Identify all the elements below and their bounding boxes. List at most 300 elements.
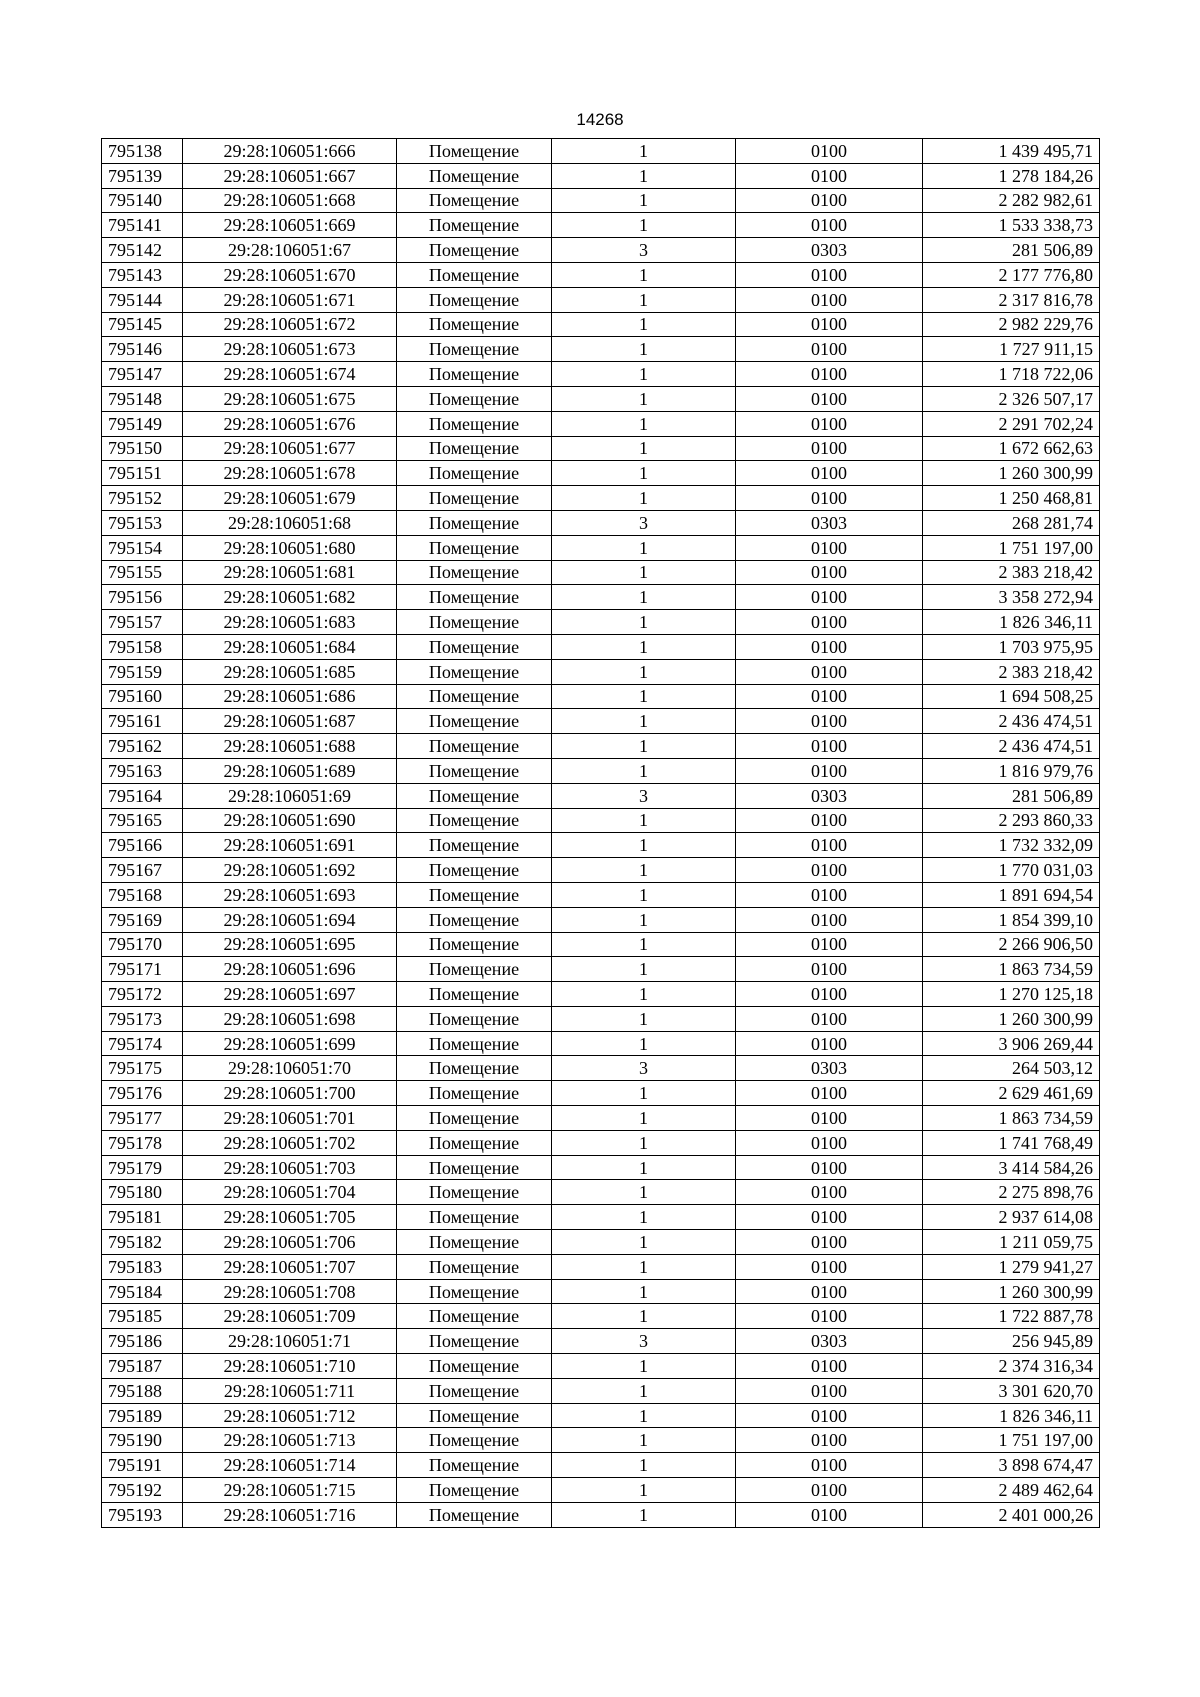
group-number-cell: 1: [552, 634, 736, 659]
purpose-code-cell: 0100: [736, 734, 923, 759]
cadastral-value-cell: 2 401 000,26: [923, 1502, 1100, 1527]
cadastral-number-cell: 29:28:106051:69: [183, 783, 397, 808]
purpose-code-cell: 0100: [736, 337, 923, 362]
purpose-code-cell: 0100: [736, 932, 923, 957]
group-number-cell: 1: [552, 734, 736, 759]
table-row: [102, 808, 1100, 833]
cadastral-value-cell: 2 317 816,78: [923, 287, 1100, 312]
object-type-cell: Помещение: [397, 139, 552, 164]
object-type-cell: Помещение: [397, 783, 552, 808]
group-number-cell: 1: [552, 1130, 736, 1155]
cadastral-value-cell: 2 275 898,76: [923, 1180, 1100, 1205]
object-type-cell: Помещение: [397, 1428, 552, 1453]
purpose-code-cell: 0100: [736, 1478, 923, 1503]
record-number-cell: 795174: [102, 1031, 183, 1056]
cadastral-number-cell: 29:28:106051:675: [183, 386, 397, 411]
purpose-code-cell: 0100: [736, 486, 923, 511]
group-number-cell: 1: [552, 1006, 736, 1031]
record-number-cell: 795178: [102, 1130, 183, 1155]
table-row: [102, 139, 1100, 164]
cadastral-number-cell: 29:28:106051:702: [183, 1130, 397, 1155]
object-type-cell: Помещение: [397, 932, 552, 957]
cadastral-number-cell: 29:28:106051:669: [183, 213, 397, 238]
purpose-code-cell: 0100: [736, 858, 923, 883]
record-number-cell: 795184: [102, 1279, 183, 1304]
record-number-cell: 795172: [102, 982, 183, 1007]
record-number-cell: 795166: [102, 833, 183, 858]
registry-table-body: [102, 139, 1100, 1528]
cadastral-value-cell: 1 751 197,00: [923, 535, 1100, 560]
cadastral-value-cell: 1 260 300,99: [923, 461, 1100, 486]
purpose-code-cell: 0100: [736, 684, 923, 709]
cadastral-value-cell: 1 270 125,18: [923, 982, 1100, 1007]
object-type-cell: Помещение: [397, 1205, 552, 1230]
object-type-cell: Помещение: [397, 461, 552, 486]
cadastral-number-cell: 29:28:106051:708: [183, 1279, 397, 1304]
group-number-cell: 1: [552, 1304, 736, 1329]
cadastral-value-cell: 2 982 229,76: [923, 312, 1100, 337]
cadastral-value-cell: 1 891 694,54: [923, 882, 1100, 907]
cadastral-value-cell: 268 281,74: [923, 510, 1100, 535]
cadastral-value-cell: 1 694 508,25: [923, 684, 1100, 709]
group-number-cell: 1: [552, 411, 736, 436]
record-number-cell: 795173: [102, 1006, 183, 1031]
table-row: [102, 1354, 1100, 1379]
table-row: [102, 213, 1100, 238]
cadastral-number-cell: 29:28:106051:716: [183, 1502, 397, 1527]
purpose-code-cell: 0100: [736, 535, 923, 560]
group-number-cell: 1: [552, 337, 736, 362]
table-row: [102, 982, 1100, 1007]
cadastral-number-cell: 29:28:106051:709: [183, 1304, 397, 1329]
cadastral-value-cell: 1 533 338,73: [923, 213, 1100, 238]
cadastral-number-cell: 29:28:106051:666: [183, 139, 397, 164]
table-row: [102, 1056, 1100, 1081]
object-type-cell: Помещение: [397, 1031, 552, 1056]
group-number-cell: 1: [552, 188, 736, 213]
record-number-cell: 795186: [102, 1329, 183, 1354]
record-number-cell: 795179: [102, 1155, 183, 1180]
purpose-code-cell: 0100: [736, 1279, 923, 1304]
object-type-cell: Помещение: [397, 510, 552, 535]
table-row: [102, 1230, 1100, 1255]
table-row: [102, 486, 1100, 511]
record-number-cell: 795146: [102, 337, 183, 362]
cadastral-number-cell: 29:28:106051:690: [183, 808, 397, 833]
table-row: [102, 411, 1100, 436]
object-type-cell: Помещение: [397, 312, 552, 337]
group-number-cell: 1: [552, 436, 736, 461]
cadastral-value-cell: 2 629 461,69: [923, 1081, 1100, 1106]
record-number-cell: 795163: [102, 758, 183, 783]
cadastral-value-cell: 2 489 462,64: [923, 1478, 1100, 1503]
cadastral-value-cell: 1 672 662,63: [923, 436, 1100, 461]
cadastral-number-cell: 29:28:106051:689: [183, 758, 397, 783]
group-number-cell: 3: [552, 238, 736, 263]
cadastral-value-cell: 1 863 734,59: [923, 957, 1100, 982]
table-row: [102, 783, 1100, 808]
purpose-code-cell: 0100: [736, 1354, 923, 1379]
cadastral-number-cell: 29:28:106051:682: [183, 585, 397, 610]
group-number-cell: 1: [552, 1428, 736, 1453]
object-type-cell: Помещение: [397, 163, 552, 188]
group-number-cell: 1: [552, 1403, 736, 1428]
cadastral-number-cell: 29:28:106051:667: [183, 163, 397, 188]
record-number-cell: 795155: [102, 560, 183, 585]
cadastral-value-cell: 1 863 734,59: [923, 1106, 1100, 1131]
purpose-code-cell: 0100: [736, 560, 923, 585]
object-type-cell: Помещение: [397, 1403, 552, 1428]
purpose-code-cell: 0100: [736, 163, 923, 188]
purpose-code-cell: 0100: [736, 362, 923, 387]
cadastral-value-cell: 3 414 584,26: [923, 1155, 1100, 1180]
table-row: [102, 510, 1100, 535]
object-type-cell: Помещение: [397, 982, 552, 1007]
table-row: [102, 1155, 1100, 1180]
purpose-code-cell: 0100: [736, 436, 923, 461]
cadastral-number-cell: 29:28:106051:672: [183, 312, 397, 337]
record-number-cell: 795187: [102, 1354, 183, 1379]
purpose-code-cell: 0100: [736, 461, 923, 486]
cadastral-number-cell: 29:28:106051:683: [183, 610, 397, 635]
purpose-code-cell: 0100: [736, 907, 923, 932]
object-type-cell: Помещение: [397, 858, 552, 883]
table-row: [102, 1006, 1100, 1031]
group-number-cell: 1: [552, 386, 736, 411]
table-row: [102, 1279, 1100, 1304]
record-number-cell: 795188: [102, 1378, 183, 1403]
object-type-cell: Помещение: [397, 684, 552, 709]
group-number-cell: 1: [552, 287, 736, 312]
record-number-cell: 795138: [102, 139, 183, 164]
group-number-cell: 1: [552, 684, 736, 709]
purpose-code-cell: 0100: [736, 1230, 923, 1255]
purpose-code-cell: 0303: [736, 510, 923, 535]
object-type-cell: Помещение: [397, 386, 552, 411]
record-number-cell: 795149: [102, 411, 183, 436]
object-type-cell: Помещение: [397, 1106, 552, 1131]
purpose-code-cell: 0100: [736, 982, 923, 1007]
table-row: [102, 337, 1100, 362]
record-number-cell: 795182: [102, 1230, 183, 1255]
cadastral-number-cell: 29:28:106051:674: [183, 362, 397, 387]
object-type-cell: Помещение: [397, 1354, 552, 1379]
cadastral-number-cell: 29:28:106051:679: [183, 486, 397, 511]
cadastral-value-cell: 1 854 399,10: [923, 907, 1100, 932]
cadastral-value-cell: 2 383 218,42: [923, 560, 1100, 585]
object-type-cell: Помещение: [397, 188, 552, 213]
object-type-cell: Помещение: [397, 411, 552, 436]
cadastral-number-cell: 29:28:106051:696: [183, 957, 397, 982]
cadastral-number-cell: 29:28:106051:67: [183, 238, 397, 263]
group-number-cell: 1: [552, 486, 736, 511]
purpose-code-cell: 0100: [736, 1081, 923, 1106]
record-number-cell: 795159: [102, 659, 183, 684]
cadastral-number-cell: 29:28:106051:712: [183, 1403, 397, 1428]
cadastral-number-cell: 29:28:106051:715: [183, 1478, 397, 1503]
group-number-cell: 1: [552, 882, 736, 907]
object-type-cell: Помещение: [397, 1006, 552, 1031]
object-type-cell: Помещение: [397, 1378, 552, 1403]
cadastral-value-cell: 281 506,89: [923, 783, 1100, 808]
object-type-cell: Помещение: [397, 1329, 552, 1354]
cadastral-value-cell: 1 732 332,09: [923, 833, 1100, 858]
cadastral-number-cell: 29:28:106051:688: [183, 734, 397, 759]
table-row: [102, 684, 1100, 709]
cadastral-number-cell: 29:28:106051:711: [183, 1378, 397, 1403]
record-number-cell: 795148: [102, 386, 183, 411]
group-number-cell: 1: [552, 1031, 736, 1056]
record-number-cell: 795141: [102, 213, 183, 238]
cadastral-number-cell: 29:28:106051:681: [183, 560, 397, 585]
group-number-cell: 3: [552, 1056, 736, 1081]
record-number-cell: 795164: [102, 783, 183, 808]
cadastral-value-cell: 2 383 218,42: [923, 659, 1100, 684]
cadastral-number-cell: 29:28:106051:70: [183, 1056, 397, 1081]
record-number-cell: 795142: [102, 238, 183, 263]
cadastral-number-cell: 29:28:106051:676: [183, 411, 397, 436]
group-number-cell: 1: [552, 461, 736, 486]
record-number-cell: 795152: [102, 486, 183, 511]
record-number-cell: 795180: [102, 1180, 183, 1205]
object-type-cell: Помещение: [397, 1081, 552, 1106]
purpose-code-cell: 0100: [736, 386, 923, 411]
record-number-cell: 795193: [102, 1502, 183, 1527]
group-number-cell: 1: [552, 858, 736, 883]
purpose-code-cell: 0100: [736, 1205, 923, 1230]
object-type-cell: Помещение: [397, 1130, 552, 1155]
object-type-cell: Помещение: [397, 1180, 552, 1205]
table-row: [102, 1428, 1100, 1453]
record-number-cell: 795144: [102, 287, 183, 312]
table-row: [102, 610, 1100, 635]
cadastral-number-cell: 29:28:106051:685: [183, 659, 397, 684]
purpose-code-cell: 0100: [736, 1502, 923, 1527]
group-number-cell: 1: [552, 1106, 736, 1131]
record-number-cell: 795185: [102, 1304, 183, 1329]
group-number-cell: 1: [552, 312, 736, 337]
cadastral-number-cell: 29:28:106051:680: [183, 535, 397, 560]
record-number-cell: 795169: [102, 907, 183, 932]
group-number-cell: 1: [552, 1279, 736, 1304]
record-number-cell: 795171: [102, 957, 183, 982]
group-number-cell: 1: [552, 808, 736, 833]
group-number-cell: 1: [552, 1155, 736, 1180]
record-number-cell: 795151: [102, 461, 183, 486]
table-row: [102, 585, 1100, 610]
purpose-code-cell: 0100: [736, 610, 923, 635]
group-number-cell: 1: [552, 1180, 736, 1205]
group-number-cell: 1: [552, 535, 736, 560]
record-number-cell: 795140: [102, 188, 183, 213]
cadastral-number-cell: 29:28:106051:701: [183, 1106, 397, 1131]
object-type-cell: Помещение: [397, 808, 552, 833]
cadastral-value-cell: 281 506,89: [923, 238, 1100, 263]
record-number-cell: 795189: [102, 1403, 183, 1428]
object-type-cell: Помещение: [397, 1453, 552, 1478]
group-number-cell: 1: [552, 1230, 736, 1255]
cadastral-value-cell: 1 751 197,00: [923, 1428, 1100, 1453]
purpose-code-cell: 0100: [736, 1155, 923, 1180]
purpose-code-cell: 0100: [736, 585, 923, 610]
cadastral-number-cell: 29:28:106051:697: [183, 982, 397, 1007]
table-row: [102, 858, 1100, 883]
purpose-code-cell: 0100: [736, 188, 923, 213]
object-type-cell: Помещение: [397, 1304, 552, 1329]
table-row: [102, 1106, 1100, 1131]
purpose-code-cell: 0100: [736, 1106, 923, 1131]
object-type-cell: Помещение: [397, 1254, 552, 1279]
purpose-code-cell: 0100: [736, 287, 923, 312]
object-type-cell: Помещение: [397, 436, 552, 461]
cadastral-value-cell: 1 439 495,71: [923, 139, 1100, 164]
object-type-cell: Помещение: [397, 957, 552, 982]
cadastral-value-cell: 1 826 346,11: [923, 610, 1100, 635]
object-type-cell: Помещение: [397, 1502, 552, 1527]
purpose-code-cell: 0100: [736, 957, 923, 982]
object-type-cell: Помещение: [397, 262, 552, 287]
record-number-cell: 795191: [102, 1453, 183, 1478]
record-number-cell: 795167: [102, 858, 183, 883]
table-row: [102, 882, 1100, 907]
group-number-cell: 1: [552, 610, 736, 635]
object-type-cell: Помещение: [397, 213, 552, 238]
table-row: [102, 833, 1100, 858]
cadastral-number-cell: 29:28:106051:704: [183, 1180, 397, 1205]
table-row: [102, 262, 1100, 287]
table-row: [102, 238, 1100, 263]
record-number-cell: 795176: [102, 1081, 183, 1106]
record-number-cell: 795153: [102, 510, 183, 535]
record-number-cell: 795139: [102, 163, 183, 188]
purpose-code-cell: 0100: [736, 411, 923, 436]
cadastral-value-cell: 3 906 269,44: [923, 1031, 1100, 1056]
object-type-cell: Помещение: [397, 560, 552, 585]
cadastral-number-cell: 29:28:106051:684: [183, 634, 397, 659]
table-row: [102, 634, 1100, 659]
cadastral-value-cell: 1 826 346,11: [923, 1403, 1100, 1428]
table-row: [102, 1081, 1100, 1106]
cadastral-number-cell: 29:28:106051:698: [183, 1006, 397, 1031]
record-number-cell: 795183: [102, 1254, 183, 1279]
cadastral-value-cell: 2 937 614,08: [923, 1205, 1100, 1230]
table-row: [102, 734, 1100, 759]
group-number-cell: 1: [552, 163, 736, 188]
group-number-cell: 1: [552, 932, 736, 957]
cadastral-number-cell: 29:28:106051:673: [183, 337, 397, 362]
cadastral-value-cell: 1 816 979,76: [923, 758, 1100, 783]
cadastral-number-cell: 29:28:106051:671: [183, 287, 397, 312]
purpose-code-cell: 0100: [736, 1031, 923, 1056]
cadastral-value-cell: 1 718 722,06: [923, 362, 1100, 387]
record-number-cell: 795165: [102, 808, 183, 833]
table-row: [102, 1329, 1100, 1354]
cadastral-value-cell: 1 703 975,95: [923, 634, 1100, 659]
object-type-cell: Помещение: [397, 1155, 552, 1180]
group-number-cell: 1: [552, 1453, 736, 1478]
object-type-cell: Помещение: [397, 882, 552, 907]
group-number-cell: 1: [552, 982, 736, 1007]
registry-table: [101, 138, 1100, 1528]
group-number-cell: 1: [552, 957, 736, 982]
cadastral-value-cell: 3 301 620,70: [923, 1378, 1100, 1403]
group-number-cell: 1: [552, 659, 736, 684]
object-type-cell: Помещение: [397, 585, 552, 610]
cadastral-value-cell: 2 374 316,34: [923, 1354, 1100, 1379]
object-type-cell: Помещение: [397, 634, 552, 659]
purpose-code-cell: 0100: [736, 139, 923, 164]
object-type-cell: Помещение: [397, 337, 552, 362]
group-number-cell: 1: [552, 758, 736, 783]
purpose-code-cell: 0303: [736, 1329, 923, 1354]
record-number-cell: 795161: [102, 709, 183, 734]
table-row: [102, 659, 1100, 684]
cadastral-number-cell: 29:28:106051:686: [183, 684, 397, 709]
purpose-code-cell: 0100: [736, 758, 923, 783]
group-number-cell: 1: [552, 139, 736, 164]
group-number-cell: 3: [552, 783, 736, 808]
record-number-cell: 795177: [102, 1106, 183, 1131]
cadastral-number-cell: 29:28:106051:71: [183, 1329, 397, 1354]
group-number-cell: 1: [552, 560, 736, 585]
purpose-code-cell: 0303: [736, 238, 923, 263]
table-row: [102, 461, 1100, 486]
object-type-cell: Помещение: [397, 1478, 552, 1503]
object-type-cell: Помещение: [397, 833, 552, 858]
table-row: [102, 758, 1100, 783]
cadastral-value-cell: 1 727 911,15: [923, 337, 1100, 362]
cadastral-value-cell: 1 260 300,99: [923, 1279, 1100, 1304]
table-row: [102, 1378, 1100, 1403]
table-row: [102, 287, 1100, 312]
table-row: [102, 1205, 1100, 1230]
cadastral-number-cell: 29:28:106051:699: [183, 1031, 397, 1056]
cadastral-number-cell: 29:28:106051:691: [183, 833, 397, 858]
record-number-cell: 795170: [102, 932, 183, 957]
purpose-code-cell: 0100: [736, 312, 923, 337]
purpose-code-cell: 0303: [736, 783, 923, 808]
cadastral-value-cell: 3 358 272,94: [923, 585, 1100, 610]
cadastral-number-cell: 29:28:106051:687: [183, 709, 397, 734]
cadastral-number-cell: 29:28:106051:703: [183, 1155, 397, 1180]
cadastral-value-cell: 2 291 702,24: [923, 411, 1100, 436]
object-type-cell: Помещение: [397, 1279, 552, 1304]
purpose-code-cell: 0100: [736, 213, 923, 238]
purpose-code-cell: 0100: [736, 634, 923, 659]
table-row: [102, 312, 1100, 337]
group-number-cell: 1: [552, 907, 736, 932]
table-row: [102, 1502, 1100, 1527]
record-number-cell: 795190: [102, 1428, 183, 1453]
cadastral-value-cell: 2 326 507,17: [923, 386, 1100, 411]
record-number-cell: 795156: [102, 585, 183, 610]
table-row: [102, 709, 1100, 734]
record-number-cell: 795158: [102, 634, 183, 659]
purpose-code-cell: 0100: [736, 1453, 923, 1478]
group-number-cell: 1: [552, 1478, 736, 1503]
record-number-cell: 795160: [102, 684, 183, 709]
cadastral-number-cell: 29:28:106051:700: [183, 1081, 397, 1106]
record-number-cell: 795175: [102, 1056, 183, 1081]
cadastral-value-cell: 264 503,12: [923, 1056, 1100, 1081]
record-number-cell: 795143: [102, 262, 183, 287]
object-type-cell: Помещение: [397, 1230, 552, 1255]
object-type-cell: Помещение: [397, 287, 552, 312]
group-number-cell: 1: [552, 1502, 736, 1527]
purpose-code-cell: 0100: [736, 1403, 923, 1428]
table-row: [102, 1403, 1100, 1428]
cadastral-value-cell: 1 279 941,27: [923, 1254, 1100, 1279]
